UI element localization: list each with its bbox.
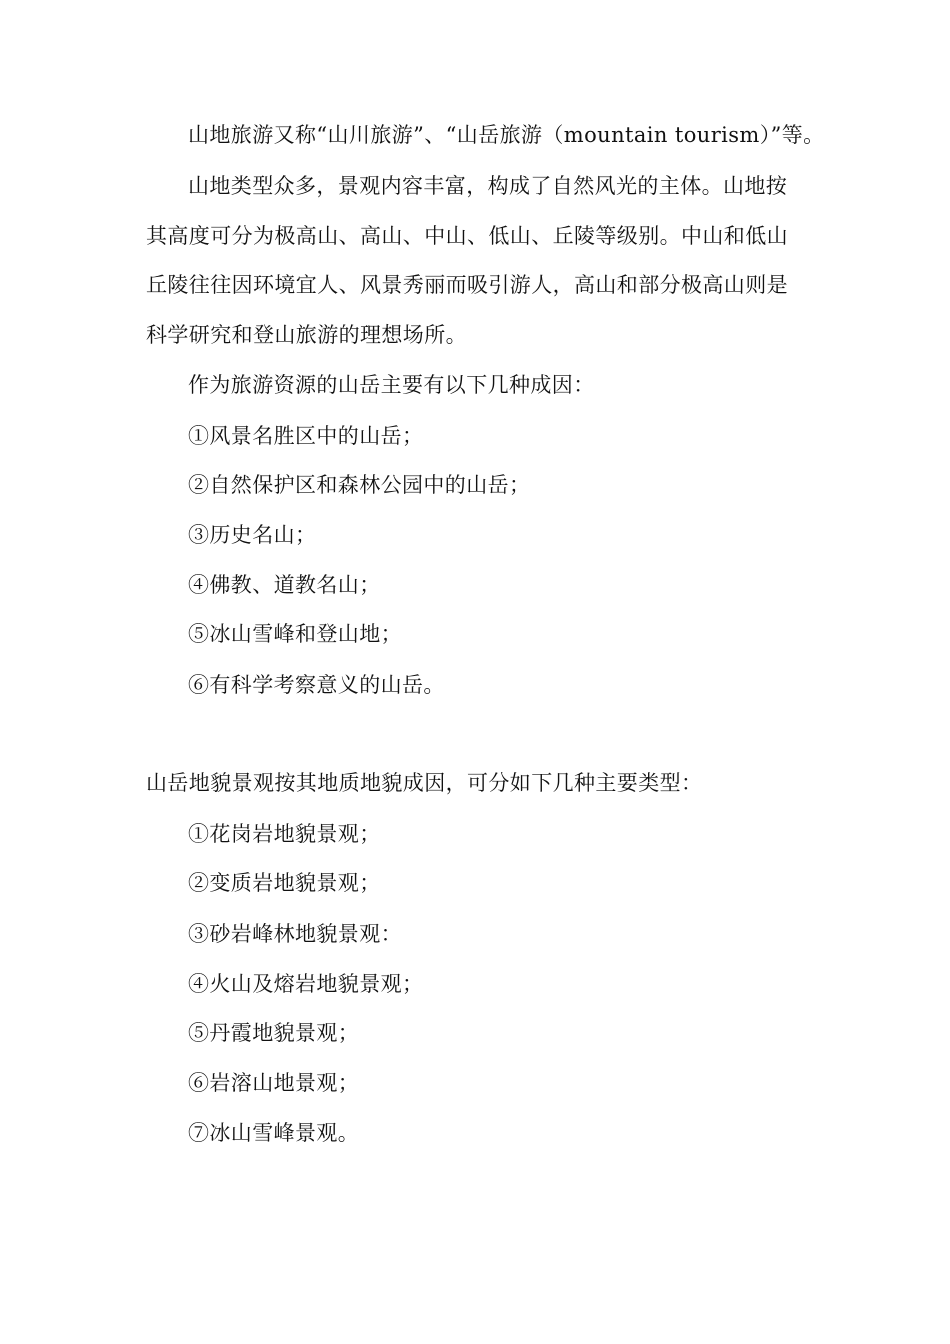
landform-list-item: ④火山及熔岩地貌景观； [188, 972, 424, 996]
origin-list-item: ⑤冰山雪峰和登山地； [188, 622, 402, 646]
origin-list-item: ③历史名山； [188, 523, 317, 547]
paragraph-line: 其高度可分为极高山、高山、中山、低山、丘陵等级别。中山和低山 [146, 224, 788, 248]
landform-list-item: ③砂岩峰林地貌景观： [188, 922, 402, 946]
origins-heading: 作为旅游资源的山岳主要有以下几种成因： [188, 373, 595, 397]
paragraph-line: 丘陵往往因环境宜人、风景秀丽而吸引游人，高山和部分极高山则是 [146, 273, 788, 297]
landform-list-item: ②变质岩地貌景观； [188, 871, 381, 895]
landform-heading: 山岳地貌景观按其地质地貌成因，可分如下几种主要类型： [146, 771, 703, 795]
landform-list-item: ①花岗岩地貌景观； [188, 822, 381, 846]
origin-list-item: ⑥有科学考察意义的山岳。 [188, 673, 445, 697]
origin-list-item: ④佛教、道教名山； [188, 573, 381, 597]
origin-list-item: ①风景名胜区中的山岳； [188, 424, 424, 448]
landform-list-item: ⑥岩溶山地景观； [188, 1071, 360, 1095]
origin-list-item: ②自然保护区和森林公园中的山岳； [188, 473, 531, 497]
landform-list-item: ⑦冰山雪峰景观。 [188, 1121, 360, 1145]
paragraph-line: 科学研究和登山旅游的理想场所。 [146, 323, 467, 347]
intro-line: 山地旅游又称“山川旅游”、“山岳旅游（mountain tourism）”等。 [188, 123, 825, 147]
paragraph-line: 山地类型众多，景观内容丰富，构成了自然风光的主体。山地按 [188, 174, 788, 198]
landform-list-item: ⑤丹霞地貌景观； [188, 1021, 360, 1045]
